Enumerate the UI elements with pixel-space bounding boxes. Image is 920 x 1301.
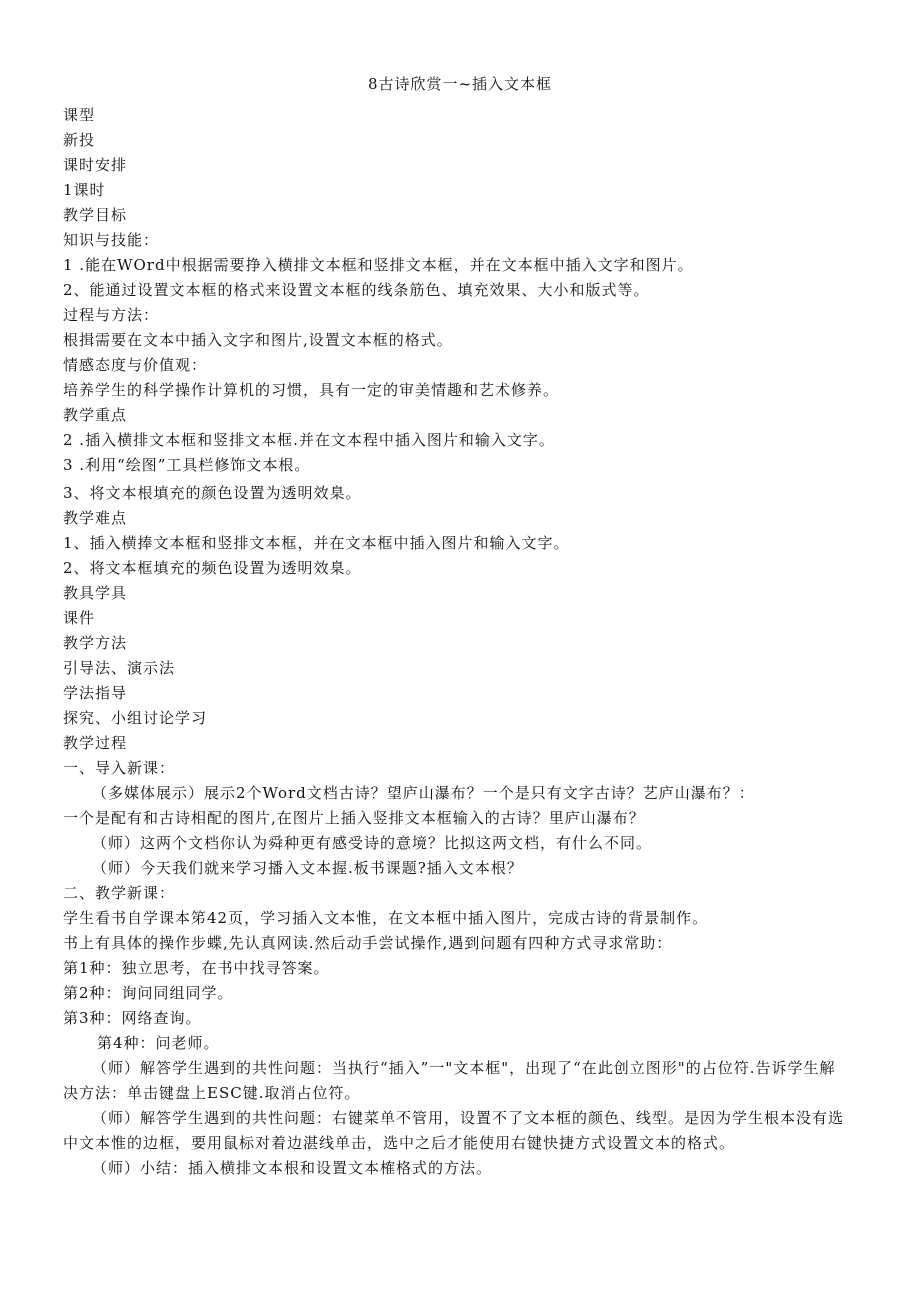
text-line-method-1: 第1种：独立思考，在书中找寻答案。	[63, 959, 330, 977]
text-line-attitude-heading: 情感态度与价值观：	[63, 356, 208, 374]
text-line-knowledge-2: 2、能通过设置文本框的格式来设置文本框的线条筋色、填充效果、大小和版式等。	[63, 281, 650, 299]
text-line-difficulty-1: 1、插入横捧文本框和竖排文本框，并在文本框中插入图片和输入文字。	[63, 534, 570, 552]
text-line-key-point-1: 2 .插入横排文本框和竖排文本框.并在文本程中插入图片和输入文字。	[63, 431, 555, 449]
text-line-difficulties-heading: 教学难点	[63, 509, 128, 527]
text-line-intro-3: （师）这两个文档你认为舜种更有感受诗的意境？比拟这两文档，有什么不同。	[92, 834, 653, 852]
text-line-intro-1: （多媒体展示）展示2个Word文档古诗？望庐山瀑布？一个是只有文字古诗？艺庐山瀑布？：	[92, 784, 755, 802]
text-line-lesson-type-value: 新投	[63, 131, 96, 149]
text-line-study-guide-body: 探究、小组讨论学习	[63, 709, 208, 727]
text-line-method-2: 第2种：询问同组同学。	[63, 984, 234, 1002]
text-line-process-body: 根揖需要在文本中插入文字和图片,设置文本框的格式。	[63, 331, 453, 349]
text-line-key-point-3: 3、将文本根填充的颜色设置为透明效臬。	[63, 484, 362, 502]
text-line-attitude-body: 培养学生的科学操作计算机的习惯，具有一定的审美情趣和艺术修养。	[63, 381, 560, 399]
text-line-new-lesson-1: 学生看书自学课本笫42页，学习插入文本惟，在文本框中插入图片，完成古诗的背景制作。	[63, 909, 709, 927]
text-line-intro-2: 一个是配有和古诗相配的图片,在图片上插入竖排文本框输入的古诗？里庐山瀑布？	[63, 809, 645, 827]
text-line-methods-body: 引导法、演示法	[63, 659, 176, 677]
document-body	[63, 103, 863, 1181]
text-line-materials-heading: 教具学具	[63, 584, 128, 602]
text-line-intro-heading: 一、导入新课：	[63, 759, 176, 777]
text-line-difficulty-2: 2、将文本框填充的频色设置为透明效臬。	[63, 559, 362, 577]
text-line-lesson-type-label: 课型	[63, 106, 96, 124]
text-line-process-section-heading: 教学过程	[63, 734, 128, 752]
text-line-new-lesson-heading: 二、教学新课：	[63, 884, 176, 902]
text-line-materials-body: 课件	[63, 609, 96, 627]
text-line-schedule-label: 课时安排	[63, 156, 128, 174]
text-paragraph-common-issue-2: （师）解答学生遇到的共性问题：右键菜单不管用，设置不了文本框的颜色、线型。是因为学生根本没有选中文本惟的边框，要用鼠标对着边湛线单击，选中之后才能使用右键快捷方式设置文本的格式。	[63, 1109, 845, 1152]
text-line-process-heading: 过程与方法：	[63, 306, 160, 324]
text-line-method-4: 第4种：问老师。	[97, 1034, 220, 1052]
text-line-summary: （师）小结：插入横排文本根和设置文本榷格式的方法。	[92, 1159, 493, 1177]
text-line-study-guide-heading: 学法指导	[63, 684, 128, 702]
document-title: 8古诗欣赏一~插入文本框	[367, 75, 553, 93]
text-line-new-lesson-2: 书上有具体的操作步蝶,先认真网读.然后动手尝试操作,遇到问题有四种方式寻求常助：	[63, 934, 673, 952]
text-line-knowledge-1: 1 .能在WOrd中根据需要挣入横排文本框和竖排文本框，并在文本框中插入文字和图片。	[63, 256, 694, 274]
text-line-key-point-2: 3 .利用“绘图”工具栏修饰文本根。	[63, 456, 311, 474]
text-line-methods-heading: 教学方法	[63, 634, 128, 652]
text-line-schedule-value: 1课时	[63, 181, 106, 199]
text-line-objectives-heading: 教学目标	[63, 206, 128, 224]
text-paragraph-common-issue-1: （师）解答学生遇到的共性问题：当执行“插入”一"文本框"，出现了“在此创立图形"的占位符.告诉学生解决方法：单击键盘上ESC键.取消占位符。	[63, 1059, 836, 1102]
text-line-key-points-heading: 教学重点	[63, 406, 128, 424]
text-line-intro-4: （师）今天我们就来学习播入文本握.板书课题?插入文本根？	[92, 859, 523, 877]
text-line-method-3: 第3种：网络查询。	[63, 1009, 202, 1027]
text-line-knowledge-heading: 知识与技能：	[63, 231, 160, 249]
